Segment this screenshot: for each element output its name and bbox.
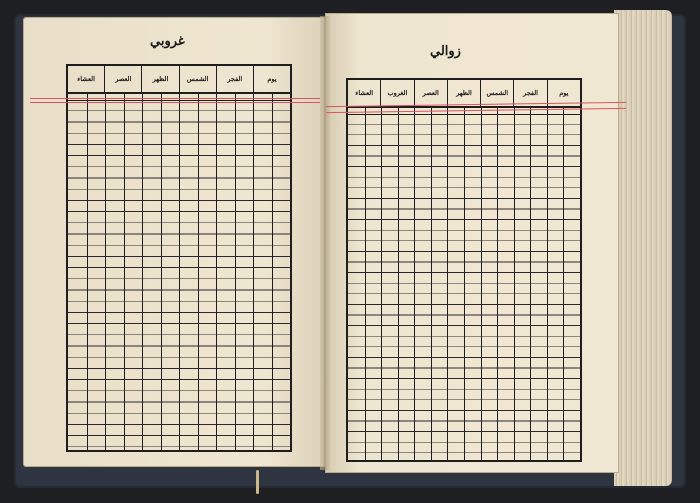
left-page-heading: غروبي	[150, 34, 185, 49]
column-rule	[447, 106, 448, 460]
right-table-columns	[348, 106, 580, 460]
right-page-heading: زوالي	[430, 44, 461, 59]
column-header: يوم	[253, 66, 290, 92]
column-header: العصر	[104, 66, 141, 92]
column-rule	[124, 92, 125, 450]
column-rule	[272, 92, 273, 450]
column-rule	[87, 92, 88, 450]
column-header: الظهر	[141, 66, 178, 92]
column-header: الظهر	[447, 80, 480, 106]
column-header: الشمس	[480, 80, 513, 106]
column-rule	[216, 92, 217, 450]
column-header: يوم	[547, 80, 580, 106]
column-rule	[414, 106, 415, 460]
column-rule	[398, 106, 399, 460]
column-rule	[514, 106, 515, 460]
red-ruling-line	[30, 102, 320, 103]
column-rule	[431, 106, 432, 460]
column-rule	[497, 106, 498, 460]
column-header: الشمس	[179, 66, 216, 92]
bookmark-thread	[256, 470, 259, 494]
column-rule	[105, 92, 106, 450]
page-edges	[614, 10, 672, 486]
column-header: العصر	[414, 80, 447, 106]
column-rule	[198, 92, 199, 450]
red-ruling-line	[30, 98, 320, 99]
column-rule	[179, 92, 180, 450]
column-header: الغروب	[380, 80, 413, 106]
column-header: العشاء	[355, 88, 374, 97]
column-rule	[381, 106, 382, 460]
column-rule	[563, 106, 564, 460]
column-rule	[530, 106, 531, 460]
column-header: الفجر	[513, 80, 546, 106]
column-rule	[464, 106, 465, 460]
column-header: العشاء	[77, 74, 95, 83]
book-gutter	[320, 16, 330, 470]
column-rule	[235, 92, 236, 450]
left-prayer-table	[66, 64, 292, 452]
column-rule	[547, 106, 548, 460]
left-table-header	[68, 66, 290, 94]
column-rule	[161, 92, 162, 450]
column-header: الفجر	[216, 66, 253, 92]
column-rule	[481, 106, 482, 460]
right-prayer-table	[346, 78, 582, 462]
column-rule	[253, 92, 254, 450]
column-rule	[365, 106, 366, 460]
column-rule	[142, 92, 143, 450]
left-table-columns	[68, 92, 290, 450]
